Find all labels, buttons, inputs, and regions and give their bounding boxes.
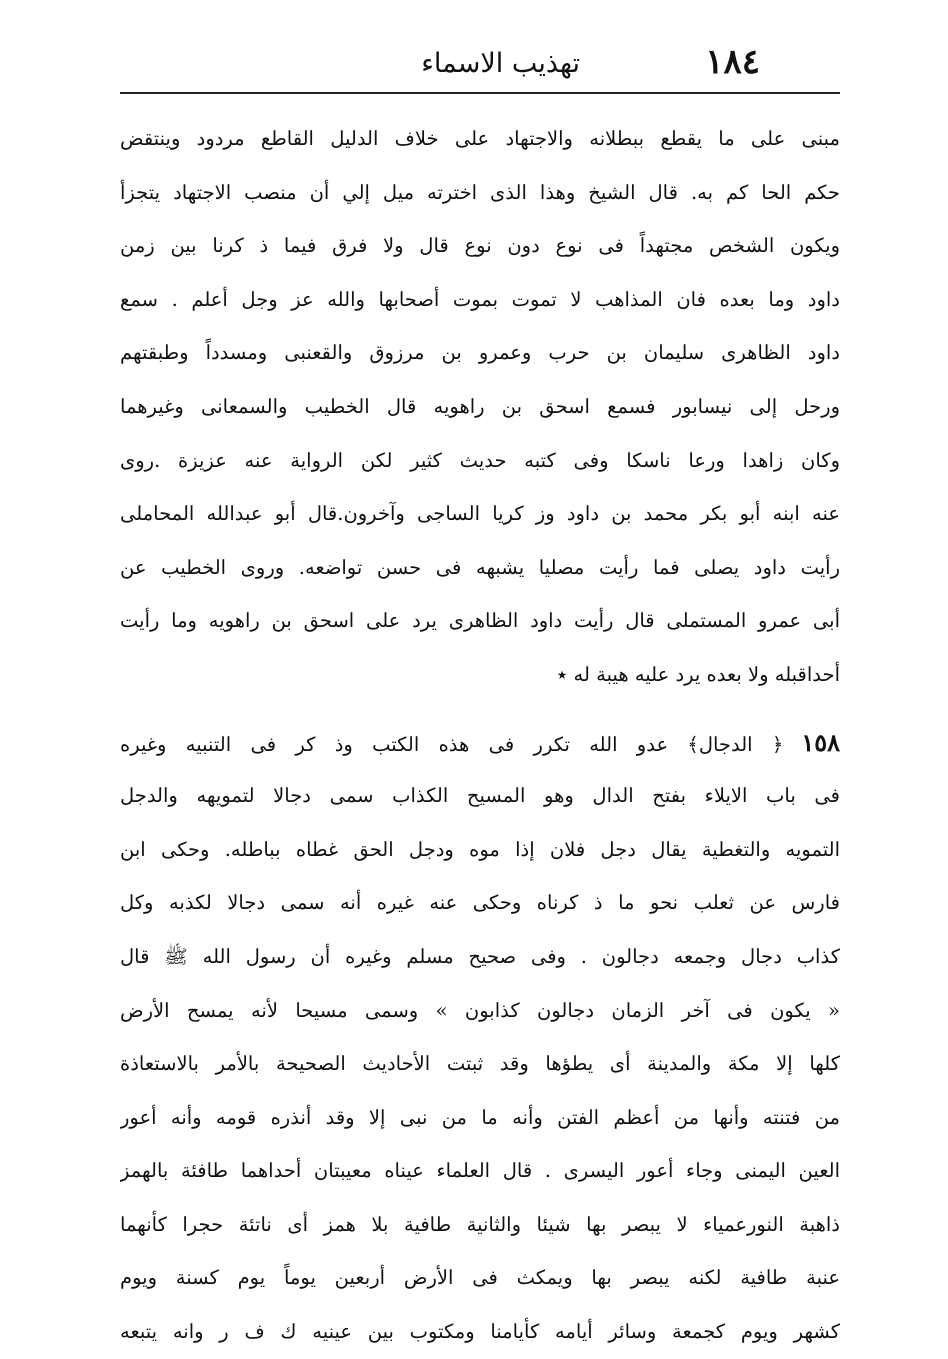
text-line: كذاب دجال وجمعه دجالون . وفى صحيح مسلم وغيره أن رسول الله ﷺ قال <box>120 944 840 968</box>
running-title: تهذيب الاسماء <box>421 48 580 79</box>
text-line: كشهر ويوم كجمعة وسائر أيامه كأيامنا ومكتوب بين عينيه ك ف ر وانه يتبعه <box>120 1320 840 1344</box>
text-line: رأيت داود يصلى فما رأيت مصليا يشبهه فى حسن تواضعه. وروى الخطيب عن <box>120 555 840 579</box>
text-line: وكان زاهدا ورعا ناسكا وفى كتبه حديث كثير لكن الرواية عنه عزيزة .روى <box>120 448 840 472</box>
text-line: العين اليمنى وجاء أعور اليسرى . قال العلماء عيناه معيبتان أحداهما طافئة بالهمز <box>120 1159 840 1183</box>
text-line: التمويه والتغطية يقال دجل فلان إذا موه ودجل الحق غطاه بباطله. وحكى ابن <box>120 837 840 861</box>
paragraph-dawud-entry-continuation <box>120 112 840 702</box>
page-header <box>120 40 840 86</box>
text-line: حكم الحا كم به. قال الشيخ وهذا الذى اخترته ميل إلي أن منصب الاجتهاد يتجزأ <box>120 180 840 204</box>
text-line: داود الظاهرى سليمان بن حرب وعمرو بن مرزوق والقعنبى ومسدداً وطبقتهم <box>120 341 840 365</box>
text-line: ذاهبة النورعمياء لا يبصر بها شيئا والثانية طافية بلا همز أى ناتئة حجرا كأنهما <box>120 1212 840 1236</box>
header-rule <box>120 92 840 94</box>
text-line: عنه ابنه أبو بكر محمد بن داود وز كريا الساجى وآخرون.قال أبو عبدالله المحاملى <box>120 502 840 526</box>
entry-number: ١٥٨ <box>801 727 840 757</box>
text-line: من فتنته وأنها من أعظم الفتن وأنه ما من نبى إلا وقد أنذره قومه وأنه أعور <box>120 1105 840 1129</box>
text-line: « يكون فى آخر الزمان دجالون كذابون » وسمى مسيحا لأنه يمسح الأرض <box>120 998 840 1022</box>
text-line: ويكون الشخص مجتهداً فى نوع دون نوع قال ولا فرق فيما ذ كرنا بين زمن <box>120 234 840 258</box>
text-line: داود وما بعده فان المذاهب لا تموت بموت أصحابها والله عز وجل أعلم . سمع <box>120 287 840 311</box>
text-line: أحداقبله ولا بعده يرد عليه هيبة له ٭ <box>556 662 840 686</box>
page-body <box>120 112 840 1359</box>
paragraph-gap <box>120 702 840 716</box>
text-line: فى باب الايلاء بفتح الدال وهو المسيح الكذاب سمى دجالا لتمويهه والدجل <box>120 784 840 808</box>
text-line: مبنى على ما يقطع ببطلانه والاجتهاد على خلاف الدليل القاطع مردود وينتقض <box>120 127 840 150</box>
text-line: كلها إلا مكة والمدينة أى يطؤها وقد ثبتت الأحاديث الصحيحة بالأمر بالاستعاذة <box>120 1052 840 1076</box>
text-line: فارس عن ثعلب نحو ما ذ كرناه وحكى عنه غيره أنه سمى دجالا لكذبه وكل <box>120 891 840 915</box>
entry-heading-line <box>120 716 840 770</box>
page-number: ١٨٤ <box>705 42 760 82</box>
text-line: عنبة طافية لكنه يبصر بها ويمكث فى الأرض أربعين يوماً يوم كسنة ويوم <box>120 1266 840 1290</box>
text-line: أبى عمرو المستملى قال رأيت داود الظاهرى يرد على اسحق بن راهويه وما رأيت <box>120 609 840 633</box>
paragraph-dajjal-entry <box>120 716 840 1359</box>
text-line: ورحل إلى نيسابور فسمع اسحق بن راهويه قال الخطيب والسمعانى وغيرهما <box>120 394 840 418</box>
entry-heading-text: ﴿ الدجال﴾ عدو الله تكرر فى هذه الكتب وذ كر فى التنبيه وغيره <box>120 732 784 756</box>
